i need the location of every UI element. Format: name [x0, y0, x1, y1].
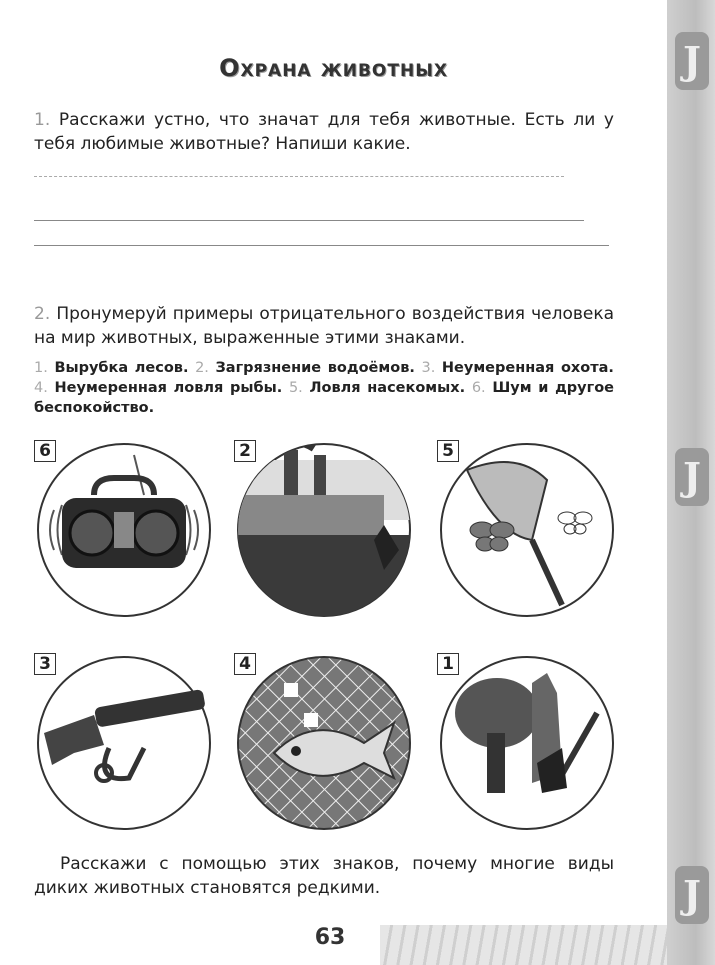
- legend-num: 1.: [34, 360, 48, 376]
- sign-overfishing: [234, 653, 414, 833]
- legend-num: 6.: [471, 380, 486, 396]
- fish-icon: [234, 653, 414, 833]
- task1-body: Расскажи устно, что значат для тебя животные. Есть ли у тебя любимые животные? Напиши какие.: [34, 110, 614, 154]
- sign-noise: [34, 440, 214, 620]
- butterfly-net-icon: [437, 440, 617, 620]
- sign-deforestation: [437, 653, 617, 833]
- answer-line[interactable]: [34, 220, 584, 221]
- strip-ornament: J: [675, 448, 709, 506]
- legend-num: 3.: [421, 360, 436, 376]
- answer-box[interactable]: 5: [437, 440, 459, 462]
- page-number: 63: [314, 925, 346, 950]
- task2-text: [34, 302, 614, 350]
- legend-num: 2.: [195, 360, 209, 376]
- answer-box[interactable]: 3: [34, 653, 56, 675]
- answer-box[interactable]: 4: [234, 653, 256, 675]
- task1-text: [34, 108, 614, 156]
- boombox-icon: [34, 440, 214, 620]
- task1-number: 1.: [34, 110, 51, 130]
- answer-box[interactable]: 2: [234, 440, 256, 462]
- task2-number: 2.: [34, 304, 51, 324]
- tree-axe-icon: [437, 653, 617, 833]
- footer-task: Расскажи с помощью этих знаков, почему многие виды диких животных становятся редкими.: [34, 854, 614, 898]
- answer-box[interactable]: 1: [437, 653, 459, 675]
- sign-insect-catching: [437, 440, 617, 620]
- legend-item: Шум и другое беспокойство.: [34, 380, 614, 416]
- task2-legend: [34, 358, 614, 418]
- legend-item: Неумеренная ловля рыбы.: [54, 380, 283, 396]
- page-title: Охрана животных: [219, 54, 448, 82]
- answer-line[interactable]: [34, 245, 609, 246]
- answer-line[interactable]: [34, 176, 564, 177]
- legend-item: Неумеренная охота.: [441, 360, 614, 376]
- legend-item: Вырубка лесов.: [54, 360, 189, 376]
- task2-body: Пронумеруй примеры отрицательного воздействия человека на мир животных, выраженные этими знаками.: [34, 304, 615, 348]
- legend-item: Загрязнение водоёмов.: [215, 360, 415, 376]
- sign-hunting: [34, 653, 214, 833]
- answer-box[interactable]: 6: [34, 440, 56, 462]
- legend-num: 4.: [34, 380, 48, 396]
- rifle-icon: [34, 653, 214, 833]
- ship-icon: [234, 440, 414, 620]
- bottom-decor: [380, 925, 667, 965]
- legend-num: 5.: [288, 380, 303, 396]
- legend-item: Ловля насекомых.: [309, 380, 466, 396]
- sign-water-pollution: [234, 440, 414, 620]
- strip-ornament: J: [675, 32, 709, 90]
- strip-ornament: J: [675, 866, 709, 924]
